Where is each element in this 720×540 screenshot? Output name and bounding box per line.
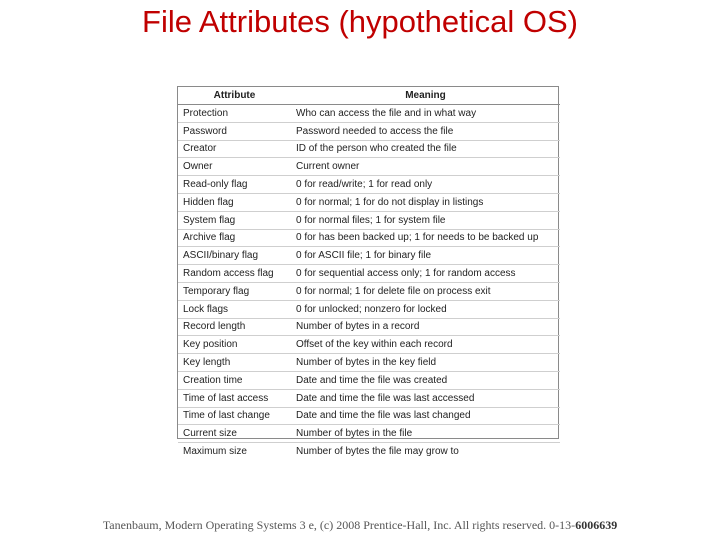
meaning-cell: Who can access the file and in what way — [291, 105, 560, 123]
table-header-row — [178, 87, 560, 105]
meaning-cell: 0 for normal files; 1 for system file — [291, 211, 560, 229]
table-row — [178, 265, 560, 283]
table-row — [178, 336, 560, 354]
attribute-cell: Creator — [178, 140, 291, 158]
attribute-cell: Current size — [178, 425, 291, 443]
attribute-cell: ASCII/binary flag — [178, 247, 291, 265]
meaning-cell: Number of bytes in a record — [291, 318, 560, 336]
table-row — [178, 176, 560, 194]
table-row — [178, 122, 560, 140]
attribute-cell: Key position — [178, 336, 291, 354]
copyright-footer — [0, 518, 720, 533]
meaning-cell: Date and time the file was last accessed — [291, 389, 560, 407]
slide-title: File Attributes (hypothetical OS) — [142, 4, 578, 39]
meaning-cell: Password needed to access the file — [291, 122, 560, 140]
file-attributes-table — [177, 86, 559, 458]
attribute-cell: Time of last change — [178, 407, 291, 425]
attribute-cell: Protection — [178, 105, 291, 123]
meaning-cell: 0 for has been backed up; 1 for needs to be backed up — [291, 229, 560, 247]
table-row — [178, 425, 560, 443]
attribute-cell: Archive flag — [178, 229, 291, 247]
table-row — [178, 407, 560, 425]
footer-text: Tanenbaum, Modern Operating Systems 3 e, (c) 2008 Prentice-Hall, Inc. All rights reserved. 0-13- — [102, 518, 576, 532]
attributes-table-grid — [178, 87, 560, 460]
attribute-cell: Hidden flag — [178, 193, 291, 211]
attribute-cell: Read-only flag — [178, 176, 291, 194]
table-row — [178, 247, 560, 265]
attribute-cell: Owner — [178, 158, 291, 176]
meaning-cell: 0 for unlocked; nonzero for locked — [291, 300, 560, 318]
meaning-cell: Current owner — [291, 158, 560, 176]
attribute-cell: Lock flags — [178, 300, 291, 318]
attribute-cell: Creation time — [178, 371, 291, 389]
meaning-cell: 0 for sequential access only; 1 for random access — [291, 265, 560, 283]
meaning-cell: 0 for normal; 1 for delete file on process exit — [291, 282, 560, 300]
meaning-cell: 0 for normal; 1 for do not display in listings — [291, 193, 560, 211]
table-row — [178, 443, 560, 460]
attribute-cell: Time of last access — [178, 389, 291, 407]
table-row — [178, 211, 560, 229]
table-row — [178, 193, 560, 211]
table-row — [178, 300, 560, 318]
meaning-cell: Date and time the file was last changed — [291, 407, 560, 425]
table-row — [178, 140, 560, 158]
table-row — [178, 318, 560, 336]
attribute-cell: Record length — [178, 318, 291, 336]
table-row — [178, 105, 560, 123]
table-row — [178, 371, 560, 389]
attribute-cell: Key length — [178, 354, 291, 372]
header-attribute: Attribute — [178, 87, 291, 105]
meaning-cell: Number of bytes in the key field — [291, 354, 560, 372]
meaning-cell: Number of bytes the file may grow to — [296, 446, 459, 458]
meaning-cell: Number of bytes in the file — [291, 425, 560, 443]
meaning-cell: 0 for read/write; 1 for read only — [291, 176, 560, 194]
table-row — [178, 229, 560, 247]
meaning-cell: ID of the person who created the file — [291, 140, 560, 158]
attribute-cell: Password — [178, 122, 291, 140]
header-meaning: Meaning — [291, 87, 560, 105]
meaning-cell: Date and time the file was created — [291, 371, 560, 389]
attribute-cell: System flag — [178, 211, 291, 229]
table-row — [178, 389, 560, 407]
meaning-cell: Offset of the key within each record — [291, 336, 560, 354]
table-row — [178, 354, 560, 372]
meaning-cell: 0 for ASCII file; 1 for binary file — [291, 247, 560, 265]
attribute-cell: Random access flag — [178, 265, 291, 283]
attribute-cell: Temporary flag — [178, 282, 291, 300]
table-row — [178, 282, 560, 300]
attribute-cell: Maximum size — [183, 446, 247, 458]
footer-isbn-tail: 6006639 — [575, 518, 618, 532]
table-row — [178, 158, 560, 176]
